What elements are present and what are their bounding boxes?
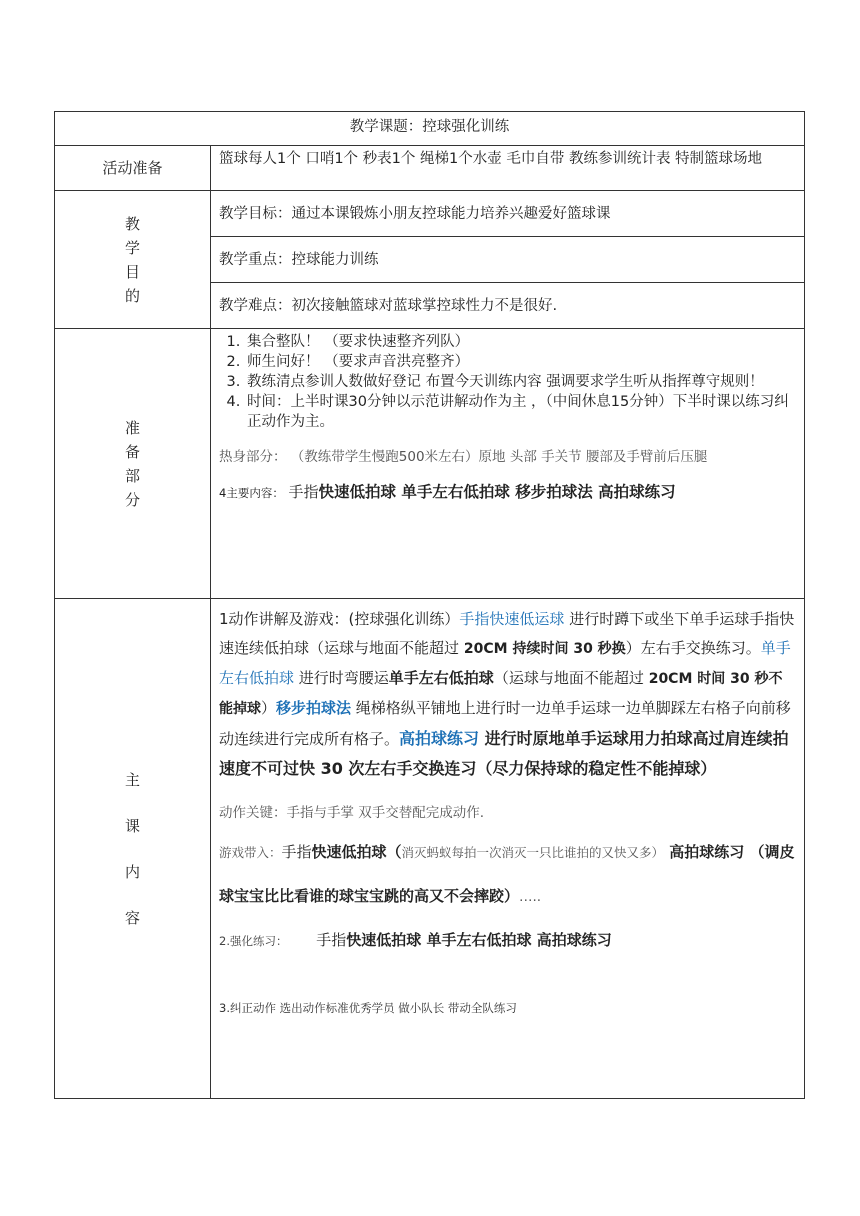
goal-row <box>55 191 805 237</box>
prep-label-char: 准 <box>124 418 140 437</box>
objectives-label-char: 学 <box>124 238 140 257</box>
prep-label-char: 备 <box>124 442 140 461</box>
title-row <box>55 112 805 146</box>
objectives-label-char: 目 <box>124 262 140 281</box>
main-t2d: 20CM 时间 30 秒不能掉球 <box>219 671 783 717</box>
action-key: 动作关键：手指与手掌 双手交替配完成动作. <box>219 805 485 821</box>
main-label-char: 课 <box>124 816 140 835</box>
lesson-plan-page <box>54 111 804 1099</box>
main-p1: 1动作讲解及游戏：(控球强化训练） <box>219 610 460 628</box>
main-t1c: ）左右手交换练习。 <box>625 639 761 657</box>
practice-a: 手指 <box>316 931 347 949</box>
practice-label: 2.强化练习： <box>219 934 288 948</box>
prep-main-content <box>219 480 796 505</box>
prep-main-a: 手指 <box>288 483 319 501</box>
lesson-title: 教学课题：控球强化训练 <box>55 112 805 146</box>
prep-label <box>55 329 211 599</box>
objectives-label <box>55 191 211 329</box>
activity-prep-row <box>55 146 805 191</box>
game-c: 消灭蚂蚁每拍一次消灭一只比谁拍的又快又多） <box>401 845 665 860</box>
main-t2: 进行时弯腰运 <box>294 669 389 687</box>
game-b: 快速低拍球（ <box>311 843 402 861</box>
main-t1: 进行时蹲下或坐下单手运球手指快速连续低拍球（运球与地面不能超过 <box>219 610 795 657</box>
reinforce-practice <box>219 926 796 956</box>
prep-item: 2. 师生问好！ （要求声音洪亮整齐） <box>245 352 796 372</box>
game-d: 高拍球练习 （调皮球宝宝比比看谁的球宝宝跳的高又不会摔跤） <box>219 843 795 905</box>
warmup-text: 热身部分： （教练带学生慢跑500米左右）原地 头部 手关节 腰部及手臂前后压腿 <box>219 449 708 465</box>
main-label-char: 主 <box>124 770 140 789</box>
drill-3: 移步拍球法 <box>276 699 352 717</box>
main-t3: 绳梯格纵平铺地上进行时一边单手运球一边单脚踩左右格子向前移动连续进行完成所有格子。 <box>219 699 791 748</box>
drill-1: 手指快速低运球 <box>459 610 565 628</box>
prep-label-char: 部 <box>124 466 140 485</box>
prep-item: 4. 时间：上半时课30分钟以示范讲解动作为主 ，（中间休息15分钟）下半时课以练习纠正动作为主。 <box>245 392 796 432</box>
activity-prep-label: 活动准备 <box>55 146 211 191</box>
game-intro <box>219 830 796 918</box>
drill-4: 高拍球练习 <box>399 729 480 748</box>
lesson-plan-table <box>54 111 805 1099</box>
prep-main-b: 快速低拍球 单手左右低拍球 移步拍球法 高拍球练习 <box>318 483 676 501</box>
practice-b: 快速低拍球 单手左右低拍球 高拍球练习 <box>346 931 612 949</box>
main-content <box>211 599 805 1099</box>
game-label: 游戏带入： <box>219 845 282 860</box>
teaching-difficulty: 教学难点：初次接触篮球对蓝球掌控球性力不是很好. <box>211 283 805 329</box>
game-e: ….. <box>519 889 542 905</box>
main-paragraph <box>219 605 796 784</box>
main-label-char: 内 <box>124 862 140 881</box>
prep-item: 3. 教练清点参训人数做好登记 布置今天训练内容 强调要求学生听从指挥尊守规则！ <box>245 372 796 392</box>
prep-main-label: 4主要内容： <box>219 486 284 500</box>
objectives-label-char: 教 <box>124 214 140 233</box>
teaching-key-point: 教学重点：控球能力训练 <box>211 237 805 283</box>
teaching-goal: 教学目标：通过本课锻炼小朋友控球能力培养兴趣爱好篮球课 <box>211 191 805 237</box>
prep-list <box>219 332 796 432</box>
main-t1b: 20CM 持续时间 30 秒换 <box>459 641 626 657</box>
drill-2: 单手左右低拍球 <box>219 639 791 687</box>
main-t2b: 单手左右低拍球 <box>388 669 494 687</box>
objectives-label-char: 的 <box>124 286 140 305</box>
prep-row <box>55 329 805 599</box>
main-row <box>55 599 805 1099</box>
prep-label-char: 分 <box>124 490 140 509</box>
prep-item: 1. 集合整队！ （要求快速整齐列队） <box>245 332 796 352</box>
prep-content <box>211 329 805 599</box>
main-t4: 进行时原地单手运球用力拍球高过肩连续拍速度不可过快 30 次左右手交换连习（尽力保持球的稳定性不能掉球） <box>219 729 789 778</box>
activity-prep-text: 篮球每人1个 口哨1个 秒表1个 绳梯1个水壶 毛巾自带 教练参训统计表 特制篮球场地 <box>211 146 805 191</box>
main-t2e: ） <box>261 699 277 717</box>
main-label-char: 容 <box>124 908 140 927</box>
correct-action: 3.纠正动作 选出动作标准优秀学员 做小队长 带动全队练习 <box>219 1001 517 1015</box>
main-t2c: （运球与地面不能超过 <box>493 669 644 687</box>
game-a: 手指 <box>281 843 312 861</box>
main-label <box>55 599 211 1099</box>
